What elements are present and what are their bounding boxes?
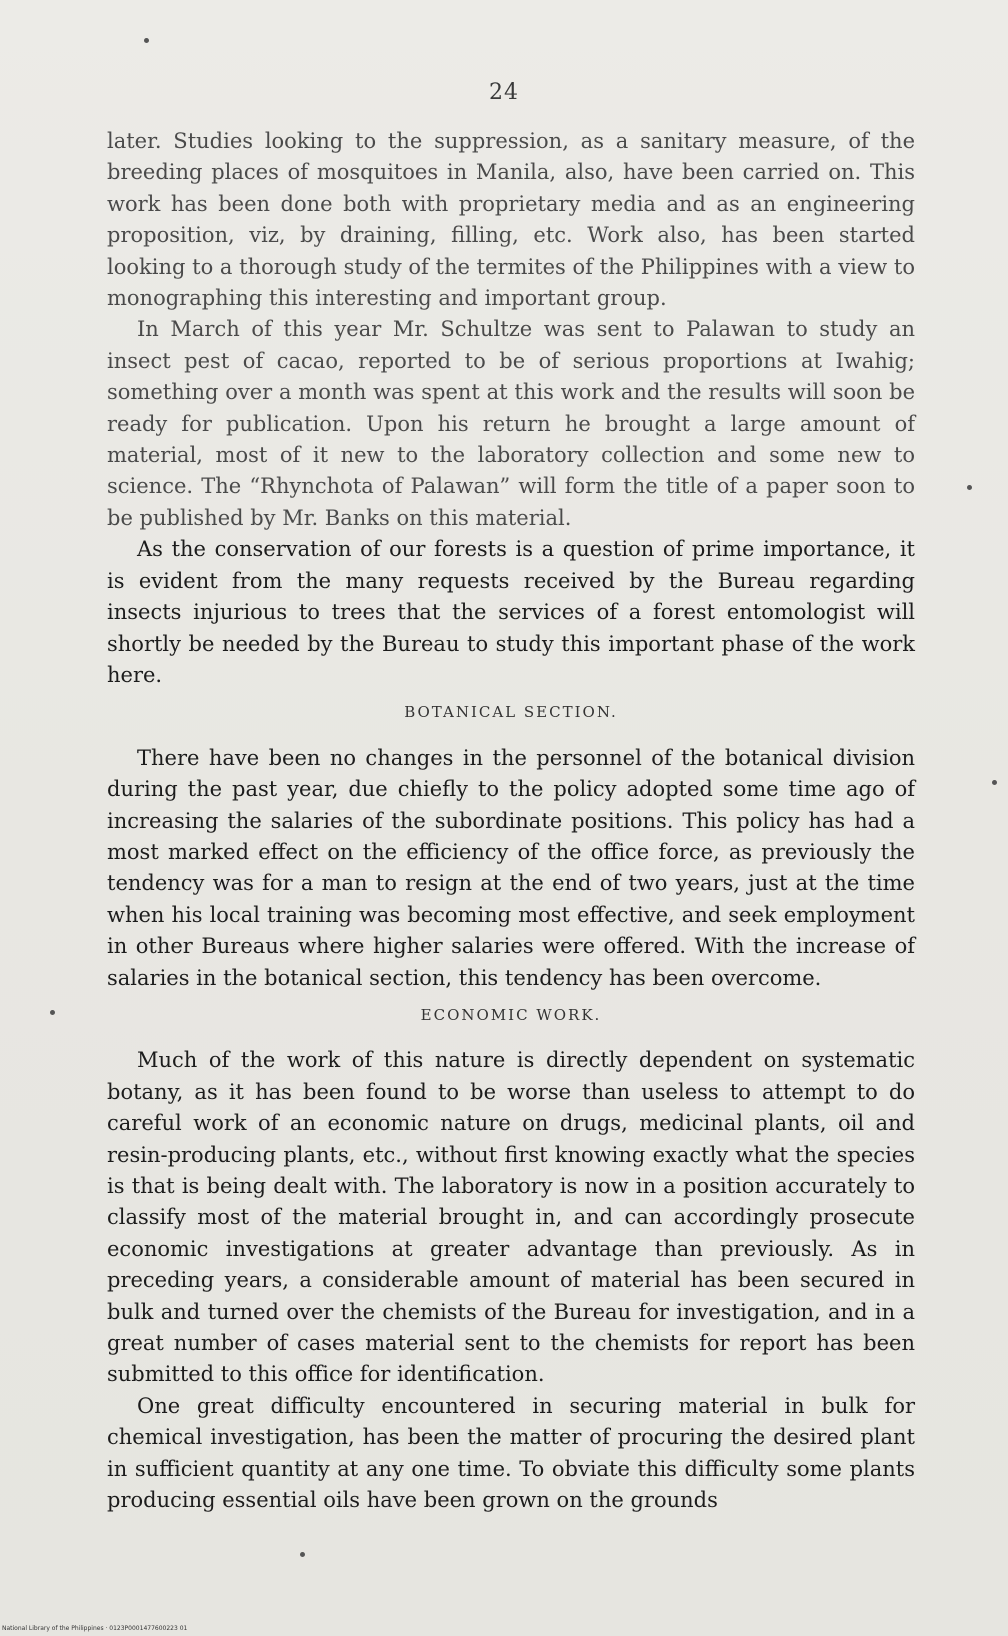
scan-credit-line: National Library of the Philippines · 0123P0001477600223 01 (2, 1625, 188, 1632)
page-number: 24 (489, 80, 519, 105)
paragraph-palawan-cacao: In March of this year Mr. Schultze was sent to Palawan to study an insect pest of cacao, reported to be of serious proportions at Iwahig; something over a month was spent at this work and the results will soon be ready for publication. Upon his return he brought a large amount of material, most of it new to the laboratory collection and some new to science. The “Rhynchota of Palawan” will form the title of a paper soon to be published by Mr. Banks on this material. (107, 317, 915, 530)
scan-speck (144, 38, 149, 43)
heading-botanical-section: BOTANICAL SECTION. (404, 703, 618, 722)
scan-speck (992, 780, 997, 785)
scan-speck (967, 485, 972, 490)
page-body (107, 126, 915, 1516)
paragraph-bulk-material: One great difficulty encountered in securing material in bulk for chemical investigation, has been the matter of procuring the desired plant in sufficient quantity at any one time. To obviate this difficulty some plants producing essential oils have been grown on the grounds (107, 1393, 915, 1513)
paragraph-mosquitoes-termites: later. Studies looking to the suppression, as a sanitary measure, of the breeding places of mosquitoes in Manila, also, have been carried on. This work has been done both with proprietary media and as an engineering proposition, viz, by draining, filling, etc. Work also, has been started looking to a thorough study of the termites of the Philippines with a view to monographing this interesting and important group. (107, 129, 915, 311)
scan-speck (300, 1552, 305, 1557)
paragraph-forest-entomologist: As the conservation of our forests is a question of prime importance, it is evident from the many requests received by the Bureau regarding insects injurious to trees that the services of a forest entomologist will shortly be needed by the Bureau to study this important phase of the work here. (107, 537, 915, 687)
scan-speck (50, 1010, 55, 1015)
paragraph-botanical-personnel: There have been no changes in the personnel of the botanical division during the past year, due chiefly to the policy adopted some time ago of increasing the salaries of the subordinate positions. This policy has had a most marked effect on the efficiency of the office force, as previously the tendency was for a man to resign at the end of two years, just at the time when his local training was becoming most effective, and seek employment in other Bureaus where higher salaries were offered. With the increase of salaries in the botanical section, this tendency has been overcome. (107, 745, 915, 990)
paragraph-economic-work: Much of the work of this nature is directly dependent on systematic botany, as it has been found to be worse than useless to attempt to do careful work of an economic nature on drugs, medicinal plants, oil and resin-producing plants, etc., without first knowing exactly what the species is that is being dealt with. The laboratory is now in a position accurately to classify most of the material brought in, and can accordingly prosecute economic investigations at greater advantage than previously. As in preceding years, a considerable amount of material has been secured in bulk and turned over the chemists of the Bureau for investigation, and in a great number of cases material sent to the chemists for report has been submitted to this office for identification. (107, 1048, 915, 1387)
heading-economic-work: ECONOMIC WORK. (420, 1005, 602, 1024)
